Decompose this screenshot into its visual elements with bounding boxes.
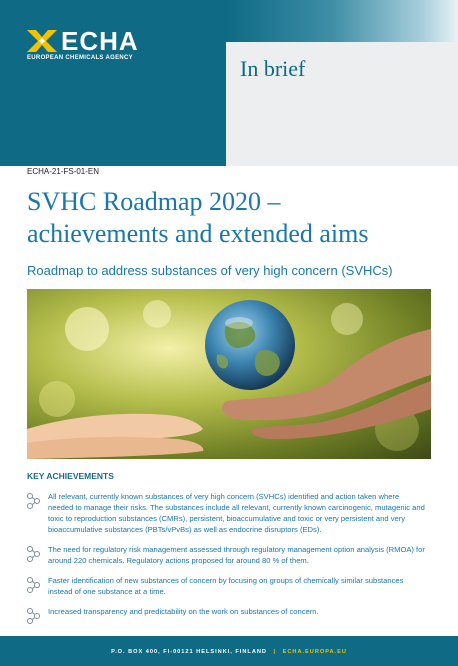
molecule-icon [25,492,43,510]
hands-globe-illustration [27,289,431,459]
achievement-text-3: Faster identification of new substances of concern by focusing on groups of chemically similar substances instead of one substance at a time. [48,576,404,596]
achievement-text-4: Increased transparency and predictability on the work on substances of concern. [48,607,319,616]
achievement-item-3 [25,575,425,597]
achievement-item-2 [25,544,425,566]
echa-logo [27,26,139,56]
title-line-1: SVHC Roadmap 2020 – [27,187,281,216]
header-gradient-bar [226,0,458,42]
hands-globe-photo [27,289,431,459]
document-code: ECHA-21-FS-01-EN [27,167,100,176]
in-brief-label: In brief [240,56,306,81]
molecule-icon [25,607,43,625]
echa-logo-mark-icon [27,30,57,52]
title-line-2: achievements and extended aims [27,219,369,248]
footer-contact [0,649,458,655]
achievement-item-1 [25,491,425,535]
logo-wordmark: ECHA [61,26,139,56]
page-subtitle: Roadmap to address substances of very high concern (SVHCs) [27,263,393,278]
molecule-icon [25,545,43,563]
key-achievements-heading: KEY ACHIEVEMENTS [27,471,114,481]
achievement-item-4 [25,606,425,625]
header-panel [0,0,226,166]
achievement-text-1: All relevant, currently known substances of very high concern (SVHCs) identified and action taken where needed to manage their risks. The substances include all relevant, currently known carcinogenic, mutagenic and toxic to reproduction substances (CMRs), persistent, bioaccumulative and toxic or very persistent and very bioaccumulative substances (PBTs/vPvBs) as well as endocrine disruptors (EDs). [48,492,425,534]
footer-website-link[interactable]: ECHA.EUROPA.EU [282,649,347,655]
footer-address: P.O. BOX 400, FI-00121 HELSINKI, FINLAND [111,649,267,655]
logo-subtitle: EUROPEAN CHEMICALS AGENCY [27,55,133,61]
achievement-text-2: The need for regulatory risk management assessed through regulatory management option analysis (RMOA) for around 220 chemicals. Regulatory actions proposed for around 80 % of them. [48,545,425,565]
molecule-icon [25,576,43,594]
page-title [27,186,368,250]
footer-separator: | [273,649,277,655]
footer-bar [0,636,458,666]
